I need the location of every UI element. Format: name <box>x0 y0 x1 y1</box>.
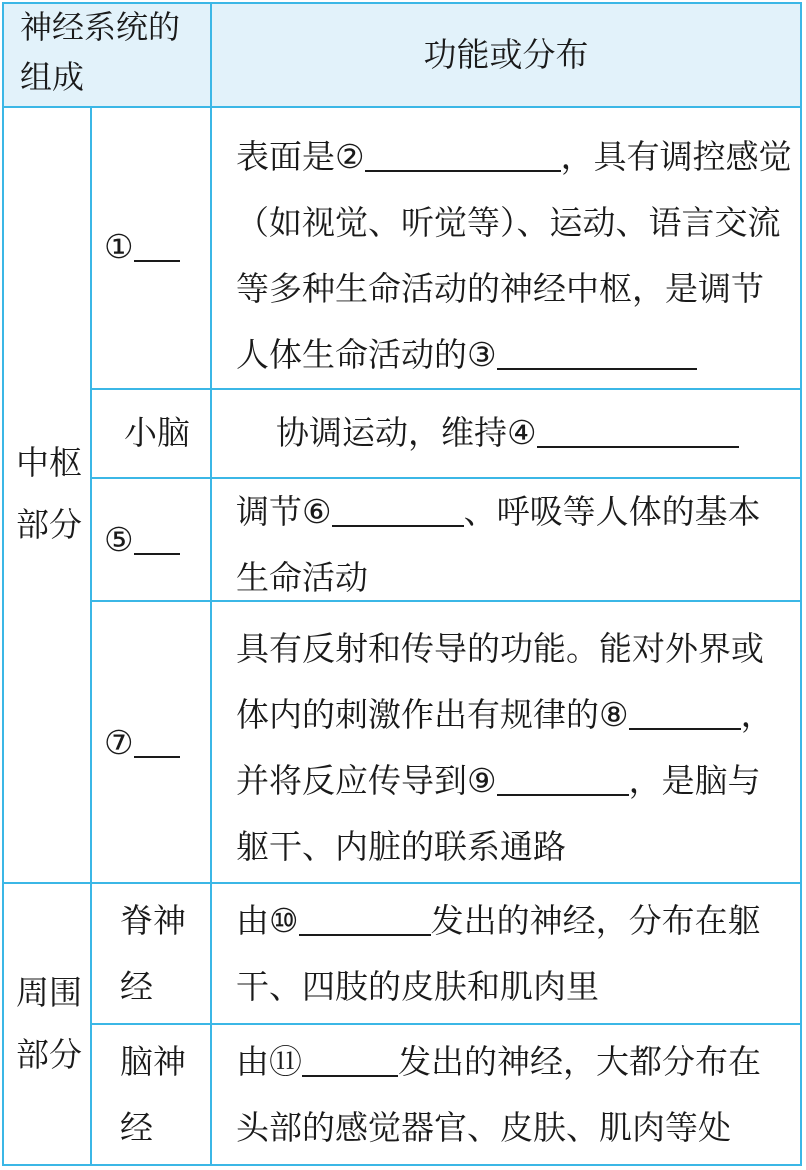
answer-blank <box>299 902 431 936</box>
answer-blank <box>537 414 739 448</box>
answer-blank <box>134 521 180 555</box>
function-text: 表面是② <box>236 137 365 176</box>
brainstem-name-cell <box>104 507 208 573</box>
answer-blank <box>629 696 741 730</box>
table-border <box>90 1023 802 1025</box>
answer-blank <box>497 762 629 796</box>
table-border <box>90 388 802 390</box>
cerebrum-name-cell <box>104 214 208 280</box>
table-border <box>2 882 802 884</box>
cranial-nerves-name: 脑神经 <box>120 1042 186 1147</box>
function-text: ，是脑与躯干、内脏的联系通路 <box>236 761 761 866</box>
table-border <box>2 2 4 1166</box>
cranial-nerves-function <box>236 1029 792 1161</box>
function-text: 调节⑥ <box>236 492 332 531</box>
answer-blank <box>302 1043 398 1077</box>
nervous-system-table <box>2 2 802 1166</box>
table-border <box>210 2 212 1166</box>
spinal-cord-function <box>236 616 792 880</box>
answer-blank <box>497 336 697 370</box>
answer-blank <box>134 724 180 758</box>
brainstem-function <box>236 479 792 611</box>
blank-marker: ① <box>104 227 134 266</box>
function-text: ，并将反应传导到⑨ <box>236 695 774 800</box>
function-text: 由⑩ <box>236 901 299 940</box>
cerebellum-name: 小脑 <box>124 413 190 452</box>
answer-blank <box>332 493 464 527</box>
table-border <box>2 1164 802 1166</box>
header-composition: 神经系统的组成 <box>20 8 181 96</box>
table-border <box>90 106 92 1166</box>
table-border <box>800 2 802 1166</box>
answer-blank <box>365 138 561 172</box>
function-text: 发出的神经，分布在躯干、四肢的皮肤和肌肉里 <box>236 901 761 1006</box>
spinal-nerves-function <box>236 888 792 1020</box>
function-text: 发出的神经，大都分布在头部的感觉器官、皮肤、肌肉等处 <box>236 1042 761 1147</box>
table-border <box>2 106 802 108</box>
function-text: 、呼吸等人体的基本生命活动 <box>236 492 761 597</box>
function-text: 协调运动，维持④ <box>276 413 537 452</box>
function-text: ，具有调控感觉（如视觉、听觉等）、运动、语言交流等多种生命活动的神经中枢，是调节人体生命活动的③ <box>236 137 792 374</box>
answer-blank <box>134 228 180 262</box>
function-text: 由⑪ <box>236 1042 302 1081</box>
peripheral-group-label: 周围部分 <box>16 973 82 1074</box>
header-function: 功能或分布 <box>423 35 589 74</box>
function-text: 具有反射和传导的功能。能对外界或体内的刺激作出有规律的⑧ <box>236 629 764 734</box>
cerebrum-function <box>236 124 792 388</box>
blank-marker: ⑦ <box>104 723 134 762</box>
blank-marker: ⑤ <box>104 520 134 559</box>
spinal-nerves-name: 脊神经 <box>120 901 186 1006</box>
spinal-cord-name-cell <box>104 710 208 776</box>
cerebellum-function <box>276 400 796 466</box>
central-group-label: 中枢部分 <box>16 443 82 544</box>
